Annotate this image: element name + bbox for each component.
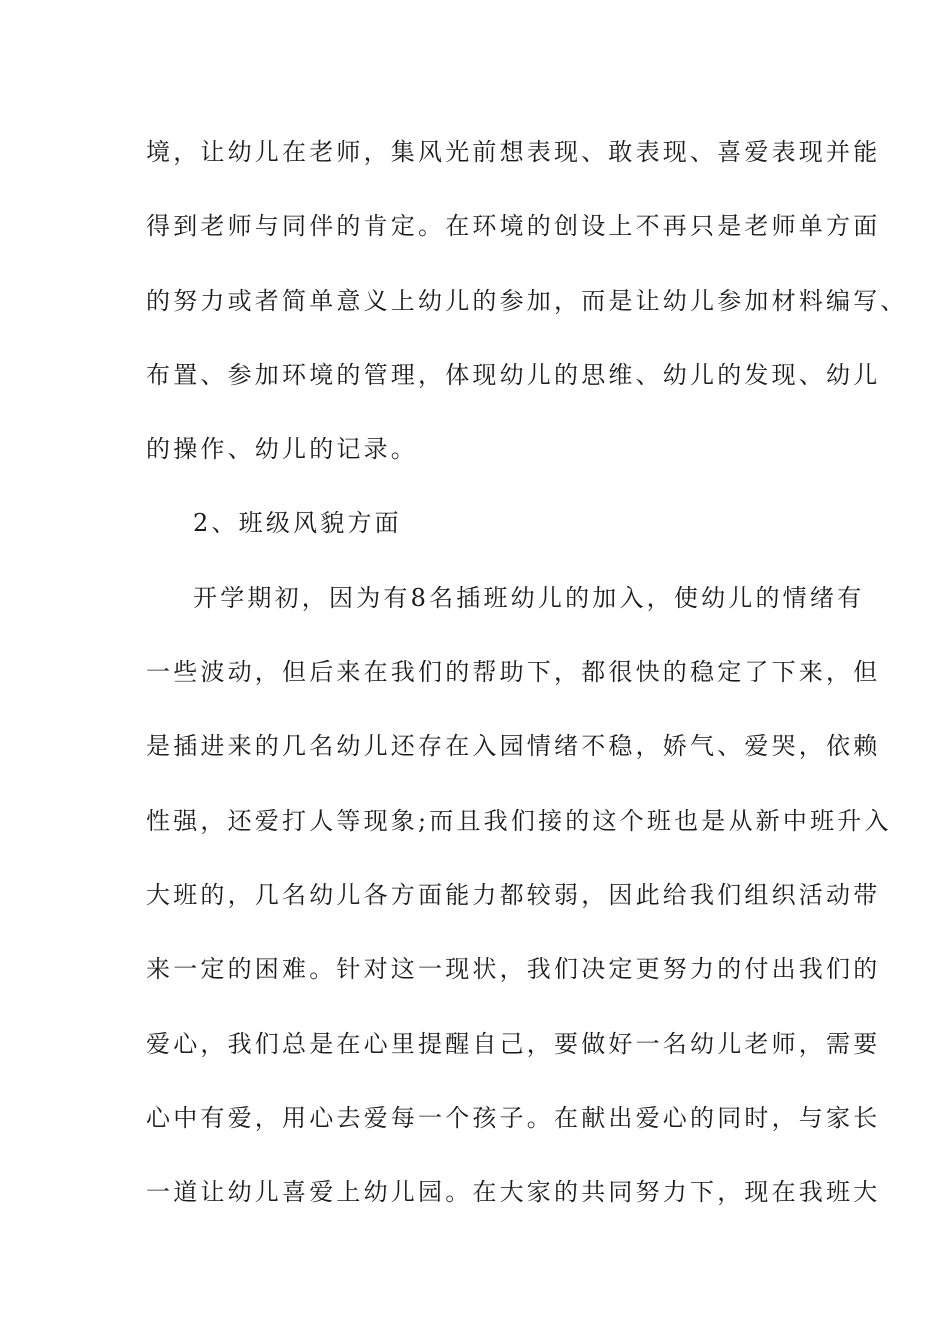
- paragraph-line: 心中有爱，用心去爱每一个孩子。在献出爱心的同时，与家长: [146, 1104, 881, 1132]
- paragraph-line: 是插进来的几名幼儿还存在入园情绪不稳，娇气、爱哭，依赖: [146, 732, 881, 760]
- paragraph-line: 爱心，我们总是在心里提醒自己，要做好一名幼儿老师，需要: [146, 1030, 881, 1058]
- paragraph-line: 一些波动，但后来在我们的帮助下，都很快的稳定了下来，但: [146, 658, 881, 686]
- paragraph-line: 布置、参加环境的管理，体现幼儿的思维、幼儿的发现、幼儿: [146, 361, 881, 389]
- paragraph-line: 大班的，几名幼儿各方面能力都较弱，因此给我们组织活动带: [146, 881, 881, 909]
- paragraph-line: 的操作、幼儿的记录。: [146, 435, 418, 463]
- paragraph-line: 一道让幼儿喜爱上幼儿园。在大家的共同努力下，现在我班大: [146, 1178, 881, 1206]
- paragraph-line: 性强，还爱打人等现象;而且我们接的这个班也是从新中班升入: [146, 807, 892, 835]
- paragraph-line: 开学期初，因为有8名插班幼儿的加入，使幼儿的情绪有: [193, 584, 865, 612]
- paragraph-line: 来一定的困难。针对这一现状，我们决定更努力的付出我们的: [146, 955, 881, 983]
- paragraph-line: 得到老师与同伴的肯定。在环境的创设上不再只是老师单方面: [146, 212, 881, 240]
- paragraph-line: 境，让幼儿在老师，集风光前想表现、敢表现、喜爱表现并能: [146, 138, 881, 166]
- section-heading: 2、班级风貌方面: [193, 509, 402, 537]
- paragraph-line: 的努力或者简单意义上幼儿的参加，而是让幼儿参加材料编写、: [146, 287, 908, 315]
